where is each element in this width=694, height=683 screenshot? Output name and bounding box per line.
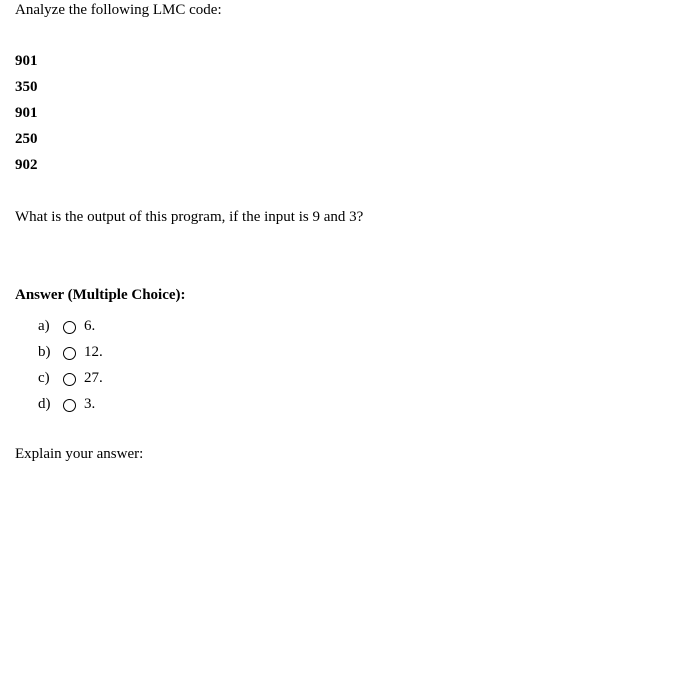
choice-letter: d) <box>38 396 51 412</box>
code-line: 902 <box>15 157 38 173</box>
choice-list <box>38 313 103 417</box>
code-line: 901 <box>15 53 38 69</box>
answer-heading: Answer (Multiple Choice): <box>15 287 186 303</box>
radio-button-d[interactable] <box>63 399 76 412</box>
choice-text: 27. <box>84 370 103 386</box>
choice-letter: c) <box>38 370 50 386</box>
code-line: 250 <box>15 131 38 147</box>
code-line: 901 <box>15 105 38 121</box>
radio-button-a[interactable] <box>63 321 76 334</box>
choice-option-d[interactable] <box>38 391 103 417</box>
intro-text: Analyze the following LMC code: <box>15 2 222 18</box>
choice-option-a[interactable] <box>38 313 103 339</box>
choice-option-c[interactable] <box>38 365 103 391</box>
choice-option-b[interactable] <box>38 339 103 365</box>
choice-letter: a) <box>38 318 50 334</box>
code-line: 350 <box>15 79 38 95</box>
choice-text: 12. <box>84 344 103 360</box>
explanation-answer-area[interactable] <box>15 470 675 670</box>
radio-button-b[interactable] <box>63 347 76 360</box>
question-text: What is the output of this program, if the input is 9 and 3? <box>15 209 364 225</box>
lmc-code-block <box>15 52 38 182</box>
choice-text: 3. <box>84 396 96 412</box>
choice-letter: b) <box>38 344 51 360</box>
radio-button-c[interactable] <box>63 373 76 386</box>
choice-text: 6. <box>84 318 96 334</box>
explain-label: Explain your answer: <box>15 446 144 462</box>
